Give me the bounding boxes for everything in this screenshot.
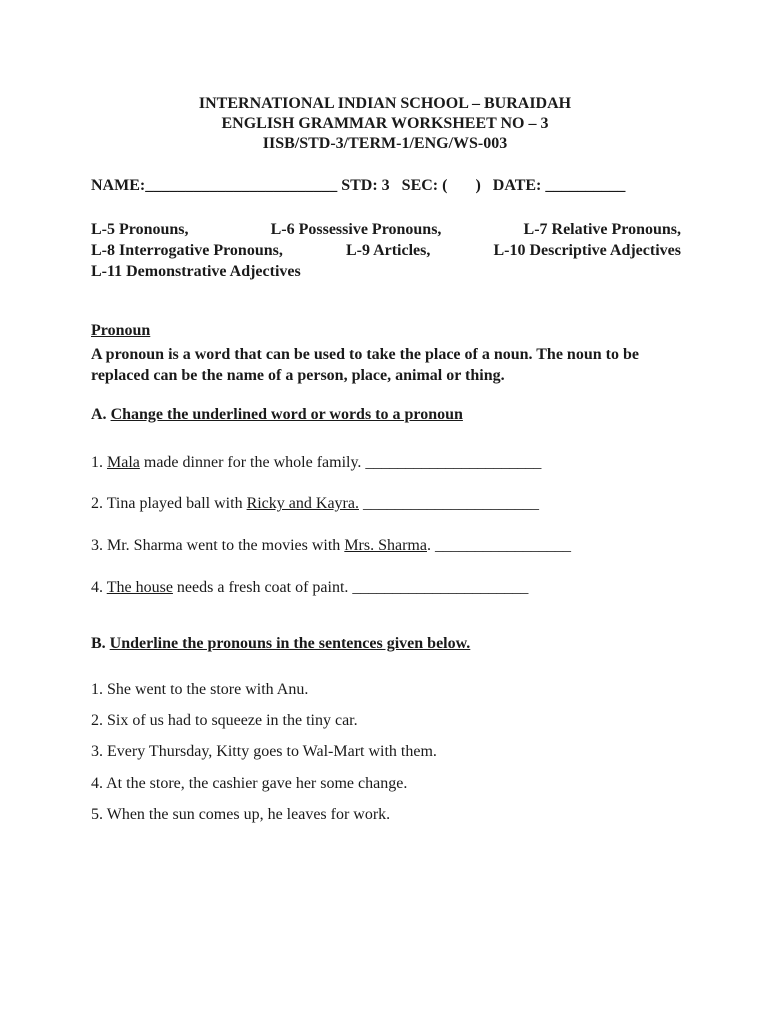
underlined-word: The house: [106, 579, 173, 596]
section-b-item-4: 4. At the store, the cashier gave her some change.: [91, 775, 408, 792]
item-text-blank: . _________________: [426, 537, 571, 554]
section-b-item-1: 1. She went to the store with Anu.: [91, 681, 309, 698]
lessons-list: [91, 219, 681, 282]
underlined-word: Mrs. Sharma: [344, 537, 427, 554]
item-number: 2.: [91, 495, 107, 512]
section-b-title: Underline the pronouns in the sentences given below.: [109, 635, 471, 652]
item-number: 1.: [91, 454, 107, 471]
item-text-blank: made dinner for the whole family. ______________________: [139, 454, 542, 471]
item-text: Tina played ball with: [106, 495, 247, 512]
section-a-title: Change the underlined word or words to a pronoun: [110, 406, 463, 423]
section-a-item-2: [91, 495, 539, 513]
section-b-item-2: 2. Six of us had to squeeze in the tiny car.: [91, 712, 358, 729]
underlined-word: Mala: [107, 454, 140, 471]
pronoun-heading: Pronoun: [91, 322, 151, 339]
lesson-6: L-6 Possessive Pronouns,: [270, 221, 442, 238]
lesson-10: L-10 Descriptive Adjectives: [493, 242, 681, 259]
worksheet-header: [0, 94, 770, 154]
lessons-row-1: [91, 219, 681, 240]
lesson-11: L-11 Demonstrative Adjectives: [91, 263, 301, 280]
lessons-row-3: [91, 261, 681, 282]
item-number: 4.: [91, 579, 107, 596]
item-text-blank: ______________________: [358, 495, 539, 512]
student-info-line: NAME:________________________ STD: 3 SEC: ( ) DATE: __________: [91, 177, 626, 194]
lesson-5: L-5 Pronouns,: [91, 221, 189, 238]
worksheet-title: ENGLISH GRAMMAR WORKSHEET NO – 3: [221, 115, 549, 132]
underlined-word: Ricky and Kayra.: [246, 495, 359, 512]
pronoun-definition: A pronoun is a word that can be used to take the place of a noun. The noun to be replaced can be the name of a person, place, animal or thing.: [91, 346, 639, 384]
section-a-item-4: [91, 579, 528, 597]
section-b-letter: B.: [91, 635, 110, 652]
section-a-heading: [91, 406, 463, 424]
section-b-item-5: 5. When the sun comes up, he leaves for work.: [91, 806, 391, 823]
lesson-9: L-9 Articles,: [345, 242, 431, 259]
school-name: INTERNATIONAL INDIAN SCHOOL – BURAIDAH: [198, 95, 572, 112]
section-b-heading: [91, 635, 470, 653]
item-text: Mr. Sharma went to the movies with: [107, 537, 345, 554]
item-number: 3.: [91, 537, 107, 554]
section-a-item-1: [91, 454, 541, 472]
lessons-row-2: [91, 240, 681, 261]
worksheet-code: IISB/STD-3/TERM-1/ENG/WS-003: [262, 135, 508, 152]
section-a-letter: A.: [91, 406, 111, 423]
section-b-item-3: 3. Every Thursday, Kitty goes to Wal-Mart with them.: [91, 743, 437, 760]
lesson-7: L-7 Relative Pronouns,: [523, 221, 681, 238]
item-text-blank: needs a fresh coat of paint. ______________________: [172, 579, 529, 596]
section-a-item-3: [91, 537, 571, 555]
lesson-8: L-8 Interrogative Pronouns,: [91, 242, 283, 259]
